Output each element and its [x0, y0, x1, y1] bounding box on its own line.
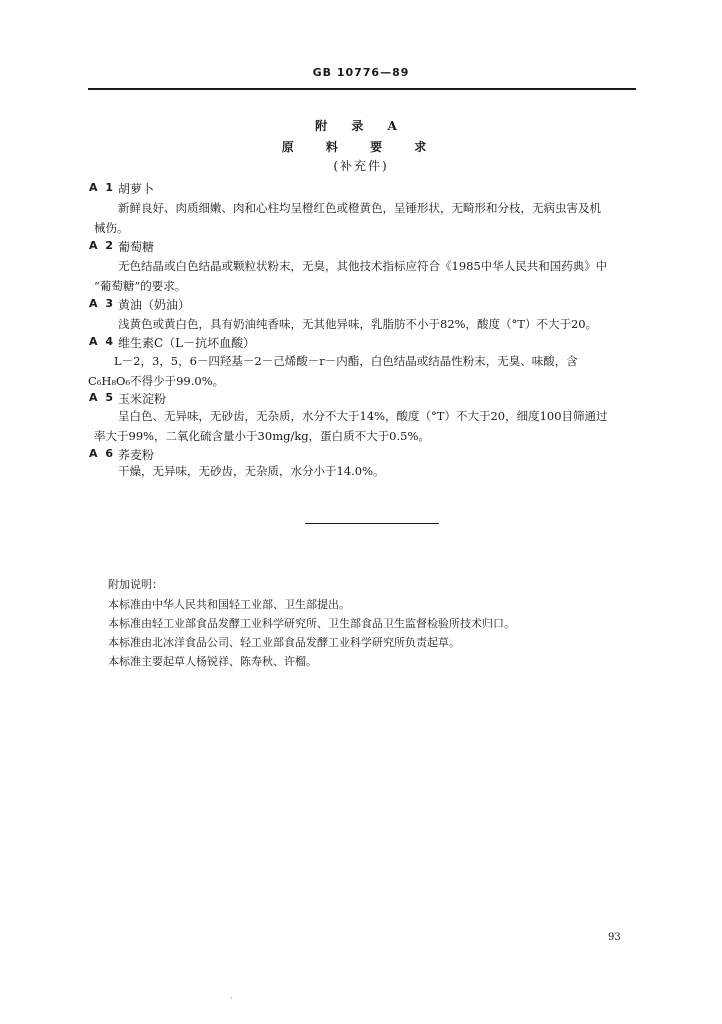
section-line: 械伤。 [94, 221, 129, 235]
section-line: 率大于99%，二氧化硫含量小于30mg/kg，蛋白质不大于0.5%。 [94, 429, 430, 443]
section-number: A 5 [89, 391, 115, 404]
note-line: 本标准由中华人民共和国轻工业部、卫生部提出。 [108, 598, 350, 611]
section-divider [305, 523, 439, 524]
section-line: C₆H₈O₆不得少于99.0%。 [88, 374, 225, 388]
note-line: 本标准由北冰洋食品公司、轻工业部食品发酵工业科学研究所负责起草。 [108, 636, 460, 649]
section-number: A 2 [89, 239, 115, 252]
header-rule [88, 88, 636, 90]
section-line: L－2，3，5，6－四羟基－2－己烯酸－r－内酯，白色结晶或结晶性粉末，无臭、味酸，含 [114, 354, 578, 368]
section-title: 荞麦粉 [118, 448, 155, 462]
section-line: 干燥，无异味，无砂齿，无杂质，水分小于14.0%。 [118, 464, 385, 478]
page-number: 93 [608, 932, 621, 943]
section-number: A 1 [89, 181, 115, 194]
section-line: “葡萄糖”的要求。 [94, 279, 187, 293]
section-body [94, 406, 636, 446]
section-body [88, 351, 636, 391]
section-line: 无色结晶或白色结晶或颗粒状粉末，无臭，其他技术指标应符合《1985中华人民共和国药典》中 [118, 259, 608, 273]
section-body [94, 198, 636, 238]
section-line: 呈白色、无异味，无砂齿，无杂质，水分不大于14%，酸度（°T）不大于20，细度100目筛通过 [118, 409, 608, 423]
section-title: 玉米淀粉 [118, 392, 167, 406]
section-title: 葡萄糖 [118, 240, 155, 254]
section-number: A 6 [89, 447, 115, 460]
scan-speck: · [230, 994, 233, 1003]
section-line: 新鲜良好、肉质细嫩、肉和心柱均呈橙红色或橙黄色，呈锤形状，无畸形和分枝，无病虫害及机 [118, 201, 601, 215]
section-body [94, 256, 636, 296]
standard-number-header: GB 10776—89 [312, 66, 410, 79]
section-title: 维生素C（L－抗坏血酸） [118, 336, 256, 350]
note-line: 本标准由轻工业部食品发酵工业科学研究所、卫生部食品卫生监督检验所技术归口。 [108, 617, 515, 630]
note-line: 本标准主要起草人杨锐祥、陈寿秋、许榴。 [108, 655, 317, 668]
section-number: A 3 [89, 297, 115, 310]
appendix-label: 附 录 A [315, 119, 407, 133]
section-title: 胡萝卜 [118, 182, 155, 196]
appendix-title: 原 料 要 求 [281, 140, 441, 154]
section-line: 浅黄色或黄白色，具有奶油纯香味，无其他异味，乳脂肪不小于82%，酸度（°T）不大于20。 [118, 317, 598, 331]
section-body [94, 314, 636, 334]
section-number: A 4 [89, 335, 115, 348]
section-title: 黄油（奶油） [118, 298, 191, 312]
appendix-subtitle: (补充件) [333, 159, 389, 173]
section-body [94, 461, 636, 481]
notes-heading: 附加说明： [108, 578, 163, 591]
